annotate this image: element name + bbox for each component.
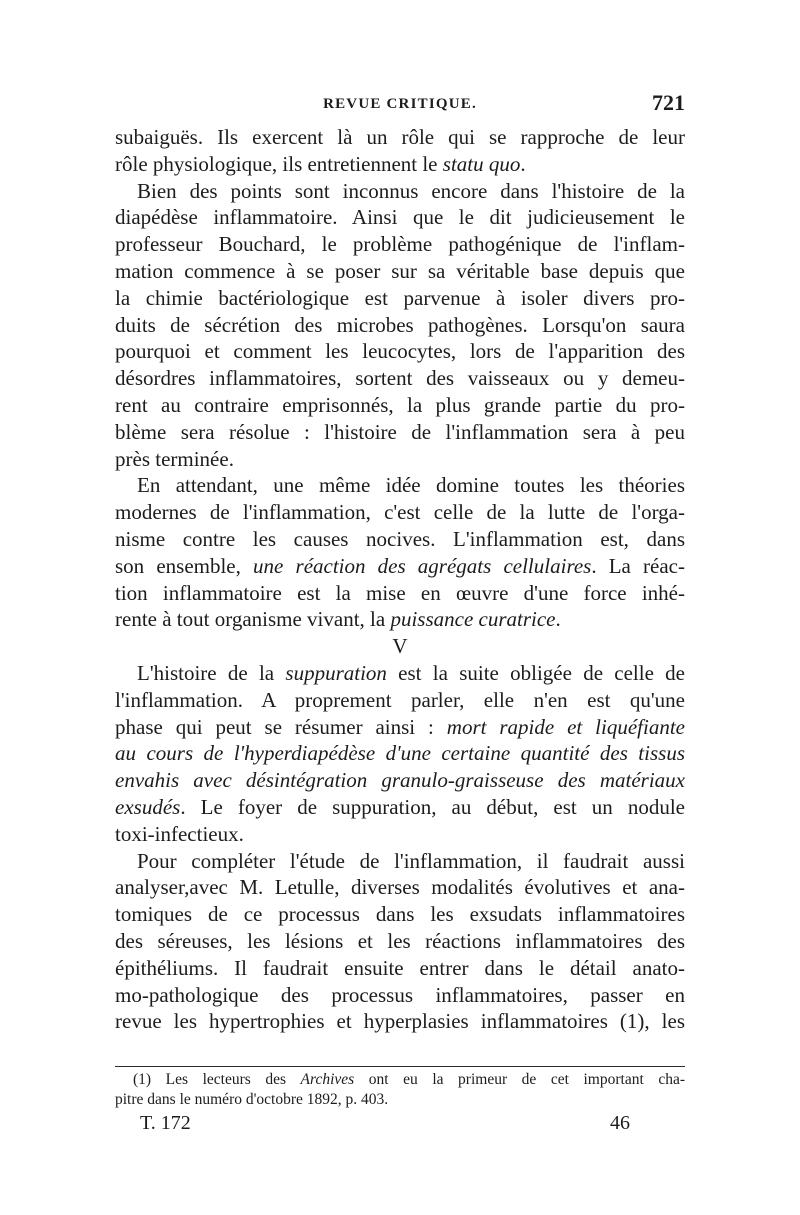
text-line: phase qui peut se résumer ainsi : mort rapide et liquéfiante [115,714,685,739]
text-line: analyser,avec M. Letulle, diverses modalités évolutives et ana- [115,875,685,900]
footnote-line: (1) Les lecteurs des Archives ont eu la primeur de cet important cha- [133,1071,685,1088]
paragraph-start-line: Pour compléter l'étude de l'inflammation, il faudrait aussi [137,848,685,873]
text-line: pourquoi et comment les leucocytes, lors de l'apparition des [115,339,685,364]
text-line: exsudés. Le foyer de suppuration, au début, est un nodule [115,794,685,819]
text-line: des séreuses, les lésions et les réactions inflammatoires des [115,928,685,953]
text-line: envahis avec désintégration granulo-graisseuse des matériaux [115,768,685,793]
text-line: diapédèse inflammatoire. Ainsi que le dit judicieusement le [115,205,685,230]
text-line: rente à tout organisme vivant, la puissance curatrice. [115,607,561,632]
text-line: désordres inflammatoires, sortent des vaisseaux ou y demeu- [115,366,685,391]
paragraph-start-line: En attendant, une même idée domine toutes les théories [137,473,685,498]
text-line: l'inflammation. A proprement parler, elle n'en est qu'une [115,687,685,712]
text-line: tomiques de ce processus dans les exsudats inflammatoires [115,902,685,927]
text-line: professeur Bouchard, le problème pathogénique de l'inflam- [115,232,685,257]
paragraph-start-line: Bien des points sont inconnus encore dans l'histoire de la [137,178,685,203]
text-line: revue les hypertrophies et hyperplasies inflammatoires (1), les [115,1009,685,1034]
text-line: la chimie bactériologique est parvenue à isoler divers pro- [115,285,685,310]
volume-mark: T. 172 [140,1112,191,1134]
text-line: épithéliums. Il faudrait ensuite entrer dans le détail anato- [115,955,685,980]
section-heading: V [392,634,408,659]
text-line: rent au contraire emprisonnés, la plus grande partie du pro- [115,392,685,417]
text-line: blème sera résolue : l'histoire de l'inflammation sera à peu [115,419,685,444]
text-line: mation commence à se poser sur sa véritable base depuis que [115,258,685,283]
text-line: duits de sécrétion des microbes pathogènes. Lorsqu'on saura [115,312,685,337]
text-line: mo-pathologique des processus inflammatoires, passer en [115,982,685,1007]
text-line: son ensemble, une réaction des agrégats cellulaires. La réac- [115,553,685,578]
text-line: près terminée. [115,446,234,471]
footnote [115,1070,685,1110]
text-line: toxi-infectieux. [115,821,244,846]
text-line: au cours de l'hyperdiapédèse d'une certaine quantité des tissus [115,741,685,766]
page-header [115,90,685,126]
footnote-rule [115,1066,685,1067]
footnote-line: pitre dans le numéro d'octobre 1892, p. 403. [115,1091,389,1108]
page-number: 721 [652,90,685,115]
text-line: tion inflammatoire est la mise en œuvre d'une force inhé- [115,580,685,605]
text-line: rôle physiologique, ils entretiennent le statu quo. [115,151,526,176]
running-title: REVUE CRITIQUE. [323,96,477,112]
body-text [115,124,685,1035]
text-line: nisme contre les causes nocives. L'inflammation est, dans [115,526,685,551]
paragraph-start-line: L'histoire de la suppuration est la suite obligée de celle de [137,660,685,685]
text-line: modernes de l'inflammation, c'est celle de la lutte de l'orga- [115,500,685,525]
signature-mark: 46 [610,1112,630,1134]
text-line: subaiguës. Ils exercent là un rôle qui se rapproche de leur [115,125,685,149]
